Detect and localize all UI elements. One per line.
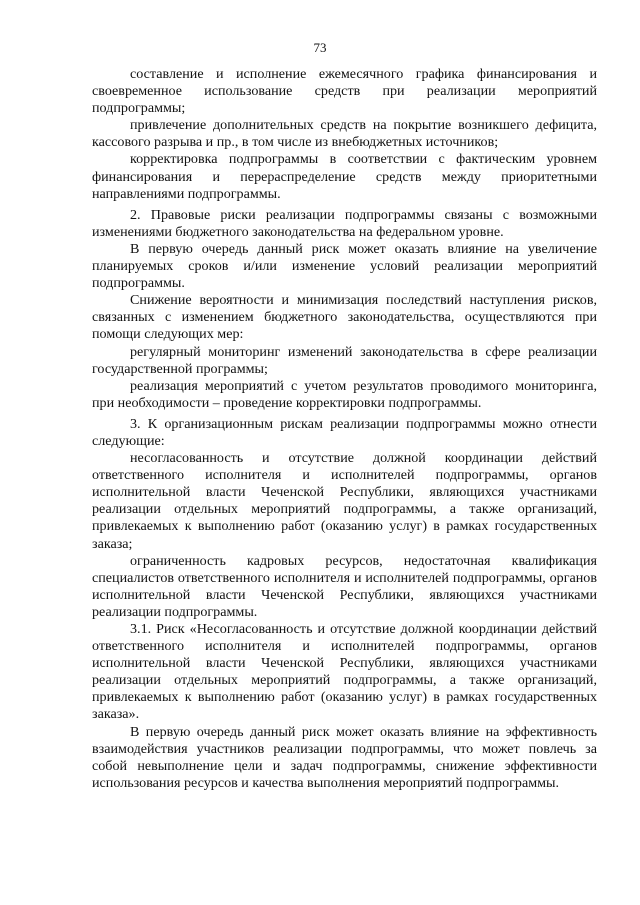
page-number: 73 <box>313 40 327 55</box>
paragraph-monitoring: регулярный мониторинг изменений законодательства в сфере реализации государственной программы; <box>92 343 597 377</box>
paragraph-risk-influence: В первую очередь данный риск может оказать влияние на увеличение планируемых сроков и/или изменение условий реализации мероприятий подпрограммы. <box>92 240 597 292</box>
paragraph-schedule: составление и исполнение ежемесячного графика финансирования и своевременное использование средств при реализации мероприятий подпрограммы; <box>92 66 597 117</box>
paragraph-coordination: несогласованность и отсутствие должной координации действий ответственного исполнителя и исполнителей подпрограммы, органов исполнительной власти Чеченской Республики, являющихся участниками реализации отдельных мероприятий подпрограммы, а также организаций, привлекаемых к выполнению работ (оказанию услуг) в рамках государственных заказа; <box>92 450 597 552</box>
paragraph-funds: привлечение дополнительных средств на покрытие возникшего дефицита, кассового разрыва и пр., в том числе из внебюджетных источников; <box>92 117 597 151</box>
paragraph-legal-risks: 2. Правовые риски реализации подпрограммы связаны с возможными изменениями бюджетного законодательства на федеральном уровне. <box>92 206 597 240</box>
paragraph-risk-3-1: 3.1. Риск «Несогласованность и отсутствие должной координации действий ответственного исполнителя и исполнителей подпрограммы, органов исполнительной власти Чеченской Республики, являющихся участниками реализации отдельных мероприятий подпрограммы, а также организаций, привлекаемых к выполнению работ (оказанию услуг) в рамках государственных заказа». <box>92 621 597 723</box>
paragraph-organizational-risks: 3. К организационным рискам реализации подпрограммы можно отнести следующие: <box>92 415 597 449</box>
paragraph-implementation: реализация мероприятий с учетом результатов проводимого мониторинга, при необходимости – проведение корректировки подпрограммы. <box>92 377 597 411</box>
paragraph-staff: ограниченность кадровых ресурсов, недостаточная квалификация специалистов ответственного исполнителя и исполнителей подпрограммы, органов исполнительной власти Чеченской Республики, являющихся участниками реализации подпрограммы. <box>92 552 597 620</box>
paragraph-correction: корректировка подпрограммы в соответствии с фактическим уровнем финансирования и перераспределение средств между приоритетными направлениями подпрограммы. <box>92 151 597 202</box>
document-body <box>92 66 597 792</box>
paragraph-mitigation: Снижение вероятности и минимизация последствий наступления рисков, связанных с изменением бюджетного законодательства, осуществляются при помощи следующих мер: <box>92 292 597 343</box>
paragraph-risk-effect: В первую очередь данный риск может оказать влияние на эффективность взаимодействия участников реализации подпрограммы, что может повлечь за собой невыполнение цели и задач подпрограммы, снижение эффективности использования ресурсов и качества выполнения мероприятий подпрограммы. <box>92 723 597 791</box>
